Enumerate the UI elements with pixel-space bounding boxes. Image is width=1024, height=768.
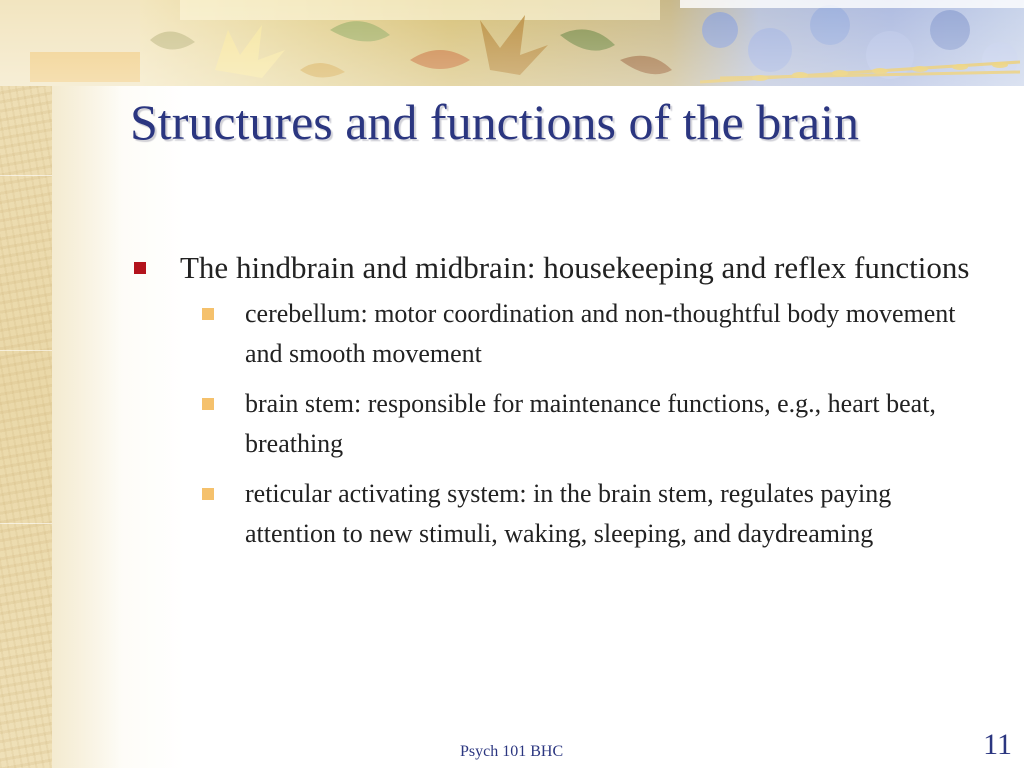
square-bullet-icon bbox=[202, 398, 214, 410]
left-fade bbox=[52, 0, 122, 768]
slide-body bbox=[130, 246, 970, 564]
square-bullet-icon bbox=[202, 488, 214, 500]
sub-bullet-text: brain stem: responsible for maintenance functions, e.g., heart beat, breathing bbox=[245, 389, 936, 458]
sub-bullet-text: reticular activating system: in the brain stem, regulates paying attention to new stimuli, waking, sleeping, and daydreaming bbox=[245, 479, 892, 548]
left-decorative-strip bbox=[0, 0, 52, 768]
square-bullet-icon bbox=[202, 308, 214, 320]
sub-bullet-item bbox=[202, 474, 970, 554]
bullet-level1-text: The hindbrain and midbrain: housekeeping and reflex functions bbox=[180, 250, 970, 285]
sub-bullet-item bbox=[202, 384, 970, 464]
page-number: 11 bbox=[983, 728, 1012, 761]
sub-bullet-list bbox=[202, 294, 970, 554]
sub-bullet-text: cerebellum: motor coordination and non-thoughtful body movement and smooth movement bbox=[245, 299, 956, 368]
slide-footer: Psych 101 BHC bbox=[460, 743, 564, 760]
square-bullet-icon bbox=[134, 262, 146, 274]
sub-bullet-item bbox=[202, 294, 970, 374]
leaf-collage-image bbox=[0, 0, 1024, 86]
bullet-level1 bbox=[130, 246, 970, 290]
slide-title: Structures and functions of the brain bbox=[130, 94, 859, 150]
top-decorative-banner bbox=[0, 0, 1024, 86]
